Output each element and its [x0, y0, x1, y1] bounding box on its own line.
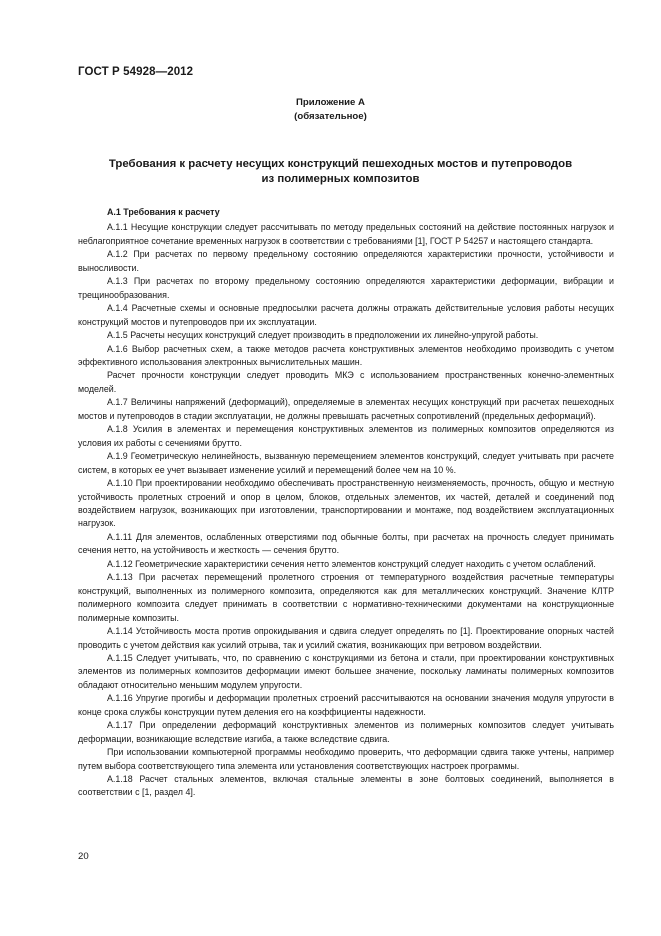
- paragraph-a-1-14: А.1.14 Устойчивость моста против опрокидывания и сдвига следует определять по [1]. Проектирование опорных частей проводить с учетом действия как усилий отрыва, так и усилий сжатия, возникающих при ветровом воздействии.: [78, 626, 614, 650]
- document-title-line-1: Требования к расчету несущих конструкций пешеходных мостов и путепроводов: [108, 158, 573, 170]
- document-title: [60, 157, 621, 187]
- paragraph-a-1-13: А.1.13 При расчетах перемещений пролетного строения от температурного воздействия расчетные температуры конструкций, выполненных из полимерного композита, определяются как для металлических конструкций. Значение КЛТР полимерного композита следует принимать в соответствии с нормативно-техническими документами на конструкционные полимерные композиты.: [78, 572, 614, 623]
- paragraph-a-1-1: А.1.1 Несущие конструкции следует рассчитывать по методу предельных состояний на действие постоянных нагрузок и неблагоприятное сочетание временных нагрузок в соответствии с требованиями [1], ГОСТ Р 54257 и настоящего стандарта.: [78, 222, 614, 246]
- paragraph-a-1-17: А.1.17 При определении деформаций конструктивных элементов из полимерных композитов следует учитывать деформации, возникающие вследствие изгиба, а также вследствие сдвига.: [78, 720, 614, 744]
- paragraph-software-note: При использовании компьютерной программы необходимо проверить, что деформации сдвига также учтены, например путем выбора соответствующего типа элемента или установления соответствующих настроек программы.: [78, 747, 614, 771]
- paragraph-a-1-6: А.1.6 Выбор расчетных схем, а также методов расчета конструктивных элементов необходимо производить с учетом эффективного использования электронных вычислительных машин.: [78, 343, 614, 367]
- annex-title: Приложение А: [296, 97, 365, 108]
- document-title-line-2: из полимерных композитов: [261, 173, 420, 185]
- paragraph-a-1-11: А.1.11 Для элементов, ослабленных отверстиями под обычные болты, при расчетах на прочность следует принимать сечения нетто, на устойчивость и жесткость — сечения брутто.: [78, 531, 614, 556]
- paragraph-a-1-16: А.1.16 Упругие прогибы и деформации пролетных строений рассчитываются на основании значения модуля упругости в конце срока службы конструкции путем деления его на коэффициенты надежности.: [78, 693, 614, 717]
- document-body: [78, 206, 614, 800]
- paragraph-a-1-2: А.1.2 При расчетах по первому предельному состоянию определяются характеристики прочности, устойчивости и выносливости.: [78, 249, 614, 273]
- paragraph-a-1-15: А.1.15 Следует учитывать, что, по сравнению с конструкциями из бетона и стали, при проектировании конструктивных элементов из полимерных композитов деформации имеют большее значение, поскольку ламинаты полимерных композитов обладают относительно меньшим модулем упругости.: [78, 652, 614, 690]
- section-heading: А.1 Требования к расчету: [107, 207, 220, 217]
- paragraph-a-1-5: А.1.5 Расчеты несущих конструкций следует производить в предположении их линейно-упругой работы.: [107, 330, 539, 341]
- paragraph-a-1-8: А.1.8 Усилия в элементах и перемещения конструктивных элементов из полимерных композитов определяются из условия их работы с сечениями брутто.: [78, 424, 614, 448]
- paragraph-a-1-12: А.1.12 Геометрические характеристики сечения нетто элементов конструкций следует находить с учетом ослаблений.: [107, 558, 596, 569]
- annex-status: (обязательное): [294, 111, 367, 122]
- paragraph-a-1-9: А.1.9 Геометрическую нелинейность, вызванную перемещением элементов конструкций, следует учитывать при расчете систем, в которых ее учет вызывает изменение усилий и перемещений более чем на 10 %.: [78, 451, 614, 475]
- annex-heading: [0, 96, 661, 124]
- paragraph-a-1-7: А.1.7 Величины напряжений (деформаций), определяемые в элементах несущих конструкций при расчетах пешеходных мостов и путепроводов в стадии эксплуатации, не должны превышать расчетных сопротивлений (предельных деформаций).: [78, 397, 614, 421]
- paragraph-fem-note: Расчет прочности конструкции следует проводить МКЭ с использованием пространственных конечно-элементных моделей.: [78, 370, 614, 394]
- standard-code: ГОСТ Р 54928—2012: [78, 66, 194, 78]
- paragraph-a-1-4: А.1.4 Расчетные схемы и основные предпосылки расчета должны отражать действительные условия работы несущих конструкций мостов и путепроводов при их эксплуатации.: [78, 303, 614, 327]
- paragraph-a-1-18: А.1.18 Расчет стальных элементов, включая стальные элементы в зоне болтовых соединений, выполняется в соответствии с [1, раздел 4].: [78, 774, 614, 798]
- paragraph-a-1-3: А.1.3 При расчетах по второму предельному состоянию определяются характеристики деформации, вибрации и трещинообразования.: [78, 276, 614, 300]
- paragraph-a-1-10: А.1.10 При проектировании необходимо обеспечивать пространственную неизменяемость, прочность, общую и местную устойчивость пролетных строений и опор в целом, блоков, отдельных элементов, их частей, деталей и соединений под воздействием нагрузок, возникающих при изготовлении, транспортировании и монтаже, под воздействием эксплуатационных нагрузок.: [78, 478, 614, 529]
- page-number: 20: [78, 851, 89, 862]
